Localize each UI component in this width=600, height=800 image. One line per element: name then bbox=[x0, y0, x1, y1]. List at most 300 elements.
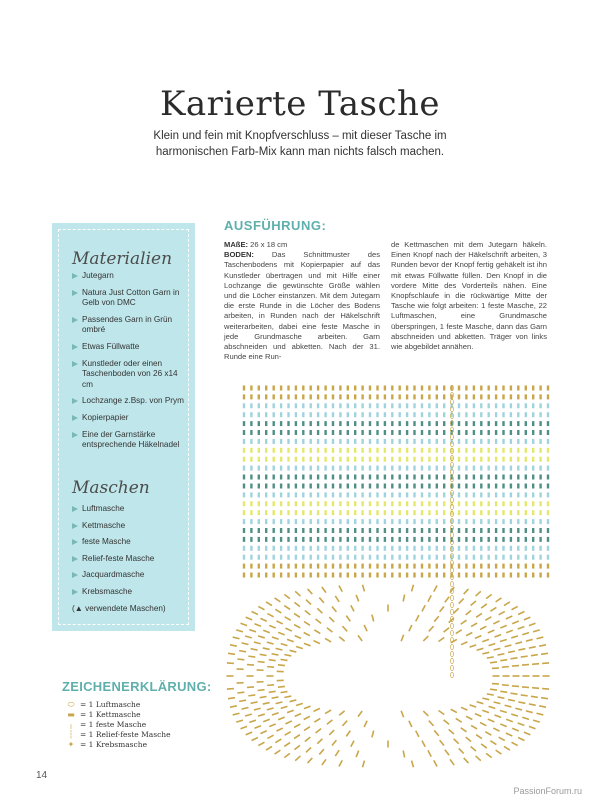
bottom-stitch-mark bbox=[508, 650, 515, 653]
bottom-stitch-mark bbox=[461, 707, 468, 711]
stitch-mark bbox=[332, 564, 334, 569]
stitch-mark bbox=[243, 448, 245, 453]
stitch-mark bbox=[502, 466, 504, 471]
stitch-mark bbox=[302, 484, 304, 489]
stitch-mark bbox=[339, 466, 341, 471]
bottom-stitch-mark bbox=[490, 661, 497, 663]
stitch-mark bbox=[428, 457, 430, 462]
stitch-mark bbox=[265, 457, 267, 462]
stitch-mark bbox=[258, 510, 260, 515]
bottom-stitch-mark bbox=[251, 648, 258, 651]
bottom-stitch-mark bbox=[512, 665, 519, 667]
bottom-stitch-mark bbox=[284, 742, 291, 747]
stitch-mark bbox=[406, 501, 408, 506]
stitch-mark bbox=[458, 394, 460, 399]
stitch-mark bbox=[361, 412, 363, 417]
stitch-mark bbox=[332, 501, 334, 506]
stitch-mark bbox=[399, 466, 401, 471]
bottom-stitch-mark bbox=[295, 755, 301, 761]
stitch-mark bbox=[517, 519, 519, 524]
stitch-mark bbox=[443, 537, 445, 542]
stitch-mark bbox=[302, 573, 304, 578]
stitch-mark bbox=[317, 501, 319, 506]
stitch-mark bbox=[399, 555, 401, 560]
stitch-mark bbox=[369, 484, 371, 489]
stitch-mark bbox=[295, 394, 297, 399]
bottom-stitch-mark bbox=[400, 634, 404, 641]
bottom-stitch-mark bbox=[258, 661, 265, 663]
stitch-mark bbox=[391, 448, 393, 453]
stitch-mark bbox=[354, 439, 356, 444]
stitch-mark bbox=[458, 519, 460, 524]
stitch-mark bbox=[295, 492, 297, 497]
bottom-stitch-mark bbox=[449, 759, 454, 766]
stitch-mark bbox=[525, 492, 527, 497]
bag-bottom-oval bbox=[227, 585, 550, 768]
stitch-mark bbox=[347, 484, 349, 489]
bottom-stitch-mark bbox=[475, 591, 481, 597]
bottom-stitch-mark bbox=[448, 729, 454, 735]
stitch-mark bbox=[250, 403, 252, 408]
bottom-stitch-mark bbox=[237, 668, 244, 670]
bottom-stitch-mark bbox=[493, 648, 500, 651]
bottom-stitch-mark bbox=[296, 703, 303, 707]
stitch-mark bbox=[273, 519, 275, 524]
stitch-mark bbox=[436, 519, 438, 524]
stitch-mark bbox=[250, 457, 252, 462]
bottom-stitch-mark bbox=[276, 620, 283, 625]
seam-chain-mark bbox=[451, 672, 454, 677]
stitch-mark bbox=[547, 466, 549, 471]
stitch-mark bbox=[287, 510, 289, 515]
stitch-mark bbox=[525, 564, 527, 569]
stitch-mark bbox=[332, 412, 334, 417]
bottom-stitch-mark bbox=[284, 753, 290, 759]
stitch-mark bbox=[384, 421, 386, 426]
stitch-mark bbox=[473, 573, 475, 578]
stitch-mark bbox=[324, 492, 326, 497]
stitch-mark bbox=[280, 457, 282, 462]
stitch-mark bbox=[339, 412, 341, 417]
instructions-text-1: Das Schnittmuster des Taschenbodens mit Kopierpapier auf das Kunstleder übertragen und mit Hilfe einer Lochzange die gewünschte Größe wählen und die Löcher einstanzen. Mit dem Jutegarn die erste Runde in die Löcher des Bodens arbeiten, in Runden nach der Häkelschrift weiterarbeiten, dabei eine feste Masche in jede Grundmasche arbeiten. Garn abschneiden und abketten. Nach der 31. Runde eine Run- bbox=[224, 250, 380, 362]
bottom-stitch-mark bbox=[249, 719, 256, 723]
bottom-stitch-mark bbox=[247, 664, 254, 666]
stitch-mark bbox=[287, 394, 289, 399]
bottom-stitch-mark bbox=[526, 639, 533, 642]
stitch-item: Krebsmasche bbox=[72, 587, 190, 598]
stitch-mark bbox=[458, 528, 460, 533]
stitch-mark bbox=[258, 466, 260, 471]
bottom-stitch-mark bbox=[285, 627, 292, 631]
stitch-mark bbox=[480, 394, 482, 399]
stitch-mark bbox=[280, 475, 282, 480]
stitch-mark bbox=[361, 519, 363, 524]
stitch-mark bbox=[295, 555, 297, 560]
stitch-mark bbox=[428, 501, 430, 506]
stitch-mark bbox=[339, 519, 341, 524]
stitch-mark bbox=[243, 430, 245, 435]
stitch-mark bbox=[436, 457, 438, 462]
stitch-mark bbox=[436, 573, 438, 578]
bottom-stitch-mark bbox=[236, 629, 243, 633]
stitch-mark bbox=[488, 439, 490, 444]
bottom-stitch-mark bbox=[326, 719, 332, 725]
stitch-mark bbox=[310, 546, 312, 551]
bottom-stitch-mark bbox=[304, 610, 310, 616]
stitch-mark bbox=[295, 403, 297, 408]
bottom-stitch-mark bbox=[239, 699, 246, 702]
stitch-mark bbox=[399, 519, 401, 524]
stitch-mark bbox=[265, 501, 267, 506]
stitch-mark bbox=[539, 537, 541, 542]
bottom-stitch-mark bbox=[497, 653, 504, 656]
stitch-mark bbox=[458, 403, 460, 408]
stitch-mark bbox=[376, 519, 378, 524]
bottom-stitch-mark bbox=[512, 685, 519, 687]
stitch-mark bbox=[295, 537, 297, 542]
stitch-mark bbox=[428, 403, 430, 408]
bottom-stitch-mark bbox=[504, 746, 511, 751]
stitch-mark bbox=[339, 510, 341, 515]
stitch-mark bbox=[495, 403, 497, 408]
stitch-mark bbox=[502, 386, 504, 391]
stitch-mark bbox=[243, 475, 245, 480]
stitch-mark bbox=[391, 421, 393, 426]
stitch-mark bbox=[532, 484, 534, 489]
bottom-stitch-mark bbox=[338, 585, 343, 592]
bottom-stitch-mark bbox=[433, 760, 438, 767]
bottom-stitch-mark bbox=[294, 624, 301, 629]
stitch-mark bbox=[502, 421, 504, 426]
bottom-stitch-mark bbox=[304, 621, 311, 626]
stitch-mark bbox=[510, 519, 512, 524]
bottom-stitch-mark bbox=[307, 757, 313, 763]
stitch-mark bbox=[488, 555, 490, 560]
stitch-mark bbox=[480, 564, 482, 569]
stitch-mark bbox=[502, 439, 504, 444]
bottom-stitch-mark bbox=[536, 636, 543, 639]
bottom-stitch-mark bbox=[269, 625, 276, 629]
stitch-mark bbox=[495, 564, 497, 569]
stitch-mark bbox=[265, 573, 267, 578]
stitch-mark bbox=[339, 555, 341, 560]
stitch-mark bbox=[465, 448, 467, 453]
stitch-mark bbox=[502, 510, 504, 515]
stitch-mark bbox=[458, 439, 460, 444]
stitch-mark bbox=[458, 386, 460, 391]
stitch-mark bbox=[421, 412, 423, 417]
bottom-stitch-mark bbox=[443, 719, 449, 725]
stitch-mark bbox=[502, 394, 504, 399]
stitch-mark bbox=[376, 386, 378, 391]
stitch-mark bbox=[310, 484, 312, 489]
stitch-mark bbox=[428, 564, 430, 569]
stitch-mark bbox=[539, 457, 541, 462]
bottom-stitch-mark bbox=[319, 597, 325, 603]
stitch-mark bbox=[250, 412, 252, 417]
stitch-mark bbox=[488, 475, 490, 480]
stitch-mark bbox=[391, 439, 393, 444]
bottom-stitch-mark bbox=[335, 750, 340, 757]
stitch-mark bbox=[273, 564, 275, 569]
stitch-mark bbox=[369, 573, 371, 578]
bottom-stitch-mark bbox=[307, 588, 313, 594]
stitch-mark bbox=[347, 430, 349, 435]
stitch-mark bbox=[391, 537, 393, 542]
stitch-mark bbox=[421, 430, 423, 435]
bottom-stitch-mark bbox=[518, 737, 525, 741]
bottom-stitch-mark bbox=[276, 727, 283, 732]
bottom-stitch-mark bbox=[427, 595, 432, 602]
stitch-mark bbox=[354, 412, 356, 417]
stitch-mark bbox=[302, 457, 304, 462]
stitch-mark bbox=[280, 484, 282, 489]
stitch-mark bbox=[258, 519, 260, 524]
stitch-mark bbox=[421, 564, 423, 569]
bottom-stitch-mark bbox=[237, 682, 244, 684]
stitch-mark bbox=[488, 403, 490, 408]
stitch-mark bbox=[361, 484, 363, 489]
stitch-mark bbox=[406, 394, 408, 399]
stitch-mark bbox=[250, 564, 252, 569]
stitch-mark bbox=[280, 386, 282, 391]
stitch-mark bbox=[265, 510, 267, 515]
stitch-mark bbox=[465, 546, 467, 551]
stitch-mark bbox=[347, 466, 349, 471]
stitch-mark bbox=[406, 412, 408, 417]
bottom-stitch-mark bbox=[495, 749, 502, 754]
bottom-stitch-mark bbox=[242, 642, 249, 645]
stitch-mark bbox=[376, 439, 378, 444]
stitch-mark bbox=[473, 555, 475, 560]
stitch-mark bbox=[443, 448, 445, 453]
stitch-mark bbox=[280, 564, 282, 569]
stitch-mark bbox=[258, 394, 260, 399]
stitch-mark bbox=[458, 475, 460, 480]
stitch-mark bbox=[258, 457, 260, 462]
stitch-mark bbox=[465, 510, 467, 515]
bottom-stitch-mark bbox=[513, 675, 520, 677]
stitch-mark bbox=[495, 537, 497, 542]
stitch-mark bbox=[547, 510, 549, 515]
stitch-mark bbox=[495, 555, 497, 560]
bottom-stitch-mark bbox=[511, 606, 518, 611]
stitch-mark bbox=[428, 519, 430, 524]
stitch-mark bbox=[547, 484, 549, 489]
stitch-mark bbox=[347, 501, 349, 506]
stitch-mark bbox=[495, 457, 497, 462]
stitch-mark bbox=[436, 421, 438, 426]
bottom-stitch-mark bbox=[488, 629, 495, 633]
bottom-stitch-mark bbox=[387, 741, 389, 748]
stitch-mark bbox=[332, 394, 334, 399]
stitch-mark bbox=[428, 466, 430, 471]
bottom-stitch-mark bbox=[493, 701, 500, 704]
stitch-mark bbox=[332, 430, 334, 435]
stitch-mark bbox=[280, 430, 282, 435]
stitch-mark bbox=[258, 492, 260, 497]
seam-chain-mark bbox=[451, 595, 454, 600]
stitch-mark bbox=[354, 421, 356, 426]
stitch-mark bbox=[458, 448, 460, 453]
stitch-mark bbox=[273, 394, 275, 399]
stitch-mark bbox=[384, 537, 386, 542]
stitch-mark bbox=[488, 519, 490, 524]
materials-item: Kopierpapier bbox=[72, 413, 190, 424]
stitch-mark bbox=[443, 457, 445, 462]
stitch-mark bbox=[265, 394, 267, 399]
stitch-mark bbox=[413, 394, 415, 399]
stitch-mark bbox=[369, 457, 371, 462]
bottom-stitch-mark bbox=[285, 720, 292, 724]
stitch-mark bbox=[413, 403, 415, 408]
stitch-mark bbox=[347, 546, 349, 551]
bottom-stitch-mark bbox=[515, 707, 522, 710]
stitch-mark bbox=[399, 492, 401, 497]
bottom-stitch-mark bbox=[237, 658, 244, 660]
bottom-stitch-mark bbox=[280, 691, 287, 694]
stitch-mark bbox=[473, 528, 475, 533]
stitch-mark bbox=[324, 439, 326, 444]
stitch-mark bbox=[473, 466, 475, 471]
stitch-mark bbox=[480, 546, 482, 551]
stitch-mark bbox=[347, 439, 349, 444]
stitch-mark bbox=[399, 386, 401, 391]
bottom-stitch-mark bbox=[438, 637, 445, 642]
stitch-mark bbox=[502, 501, 504, 506]
stitch-mark bbox=[465, 484, 467, 489]
stitch-mark bbox=[532, 394, 534, 399]
materials-heading: Materialien bbox=[72, 249, 173, 269]
stitch-mark bbox=[295, 528, 297, 533]
stitch-mark bbox=[532, 457, 534, 462]
stitch-mark bbox=[376, 555, 378, 560]
stitch-mark bbox=[376, 475, 378, 480]
stitch-mark bbox=[495, 475, 497, 480]
stitch-mark bbox=[347, 519, 349, 524]
stitch-mark bbox=[547, 519, 549, 524]
stitch-mark bbox=[317, 430, 319, 435]
stitch-mark bbox=[539, 421, 541, 426]
stitch-mark bbox=[502, 555, 504, 560]
bottom-stitch-mark bbox=[254, 707, 261, 710]
stitch-mark bbox=[310, 528, 312, 533]
bottom-stitch-mark bbox=[304, 737, 310, 743]
bottom-stitch-mark bbox=[363, 625, 367, 632]
stitch-mark bbox=[465, 528, 467, 533]
stitch-mark bbox=[310, 457, 312, 462]
stitch-mark bbox=[317, 386, 319, 391]
bottom-stitch-mark bbox=[272, 636, 279, 640]
stitch-mark bbox=[287, 492, 289, 497]
stitch-mark bbox=[317, 546, 319, 551]
bottom-stitch-mark bbox=[325, 638, 332, 643]
bottom-stitch-mark bbox=[258, 635, 265, 639]
size-value: 26 x 18 cm bbox=[248, 240, 288, 249]
stitch-mark bbox=[287, 501, 289, 506]
stitch-mark bbox=[488, 492, 490, 497]
bottom-stitch-mark bbox=[480, 722, 487, 727]
stitch-mark bbox=[406, 573, 408, 578]
stitch-mark bbox=[488, 501, 490, 506]
stitch-mark bbox=[369, 430, 371, 435]
stitch-mark bbox=[324, 564, 326, 569]
bottom-stitch-mark bbox=[315, 728, 321, 734]
stitch-mark bbox=[347, 475, 349, 480]
stitch-mark bbox=[413, 448, 415, 453]
stitch-mark bbox=[324, 510, 326, 515]
stitch-mark bbox=[436, 439, 438, 444]
stitch-mark bbox=[413, 484, 415, 489]
stitch-mark bbox=[339, 403, 341, 408]
stitch-mark bbox=[295, 412, 297, 417]
stitch-mark bbox=[265, 555, 267, 560]
bottom-stitch-mark bbox=[228, 653, 235, 656]
stitch-mark bbox=[465, 573, 467, 578]
bottom-stitch-mark bbox=[524, 616, 531, 620]
stitch-mark bbox=[502, 430, 504, 435]
stitch-mark bbox=[332, 492, 334, 497]
seam-chain-mark bbox=[451, 623, 454, 628]
stitch-mark bbox=[443, 564, 445, 569]
stitch-mark bbox=[413, 466, 415, 471]
stitch-mark bbox=[302, 403, 304, 408]
bottom-stitch-mark bbox=[342, 626, 348, 632]
stitch-mark bbox=[339, 439, 341, 444]
bottom-stitch-mark bbox=[500, 625, 507, 629]
stitch-mark bbox=[361, 573, 363, 578]
stitch-mark bbox=[273, 573, 275, 578]
bottom-stitch-mark bbox=[296, 646, 303, 650]
stitch-mark bbox=[243, 412, 245, 417]
stitch-mark bbox=[280, 492, 282, 497]
stitch-mark bbox=[369, 528, 371, 533]
stitch-mark bbox=[495, 510, 497, 515]
bottom-stitch-mark bbox=[493, 675, 500, 677]
stitch-mark bbox=[517, 430, 519, 435]
stitch-mark bbox=[258, 501, 260, 506]
bottom-stitch-mark bbox=[339, 636, 345, 642]
stitch-mark bbox=[280, 412, 282, 417]
stitch-mark bbox=[406, 528, 408, 533]
stitch-mark bbox=[302, 528, 304, 533]
stitch-mark bbox=[510, 555, 512, 560]
stitch-mark bbox=[332, 457, 334, 462]
bottom-stitch-mark bbox=[486, 753, 492, 759]
stitch-mark bbox=[428, 394, 430, 399]
bottom-stitch-mark bbox=[315, 618, 321, 624]
bottom-stitch-mark bbox=[317, 738, 323, 744]
stitch-mark bbox=[317, 475, 319, 480]
stitch-mark bbox=[354, 430, 356, 435]
stitch-mark bbox=[525, 537, 527, 542]
stitch-mark bbox=[517, 421, 519, 426]
bottom-stitch-mark bbox=[263, 719, 270, 723]
stitch-mark bbox=[287, 484, 289, 489]
stitch-mark bbox=[324, 528, 326, 533]
seam-chain-mark bbox=[451, 581, 454, 586]
stitch-mark bbox=[332, 466, 334, 471]
stitch-mark bbox=[413, 501, 415, 506]
stitch-mark bbox=[265, 403, 267, 408]
stitch-mark bbox=[413, 457, 415, 462]
stitch-mark bbox=[273, 403, 275, 408]
stitch-mark bbox=[273, 430, 275, 435]
bottom-stitch-mark bbox=[506, 732, 513, 736]
stitch-mark bbox=[332, 448, 334, 453]
stitch-mark bbox=[265, 537, 267, 542]
bottom-stitch-mark bbox=[267, 684, 274, 686]
